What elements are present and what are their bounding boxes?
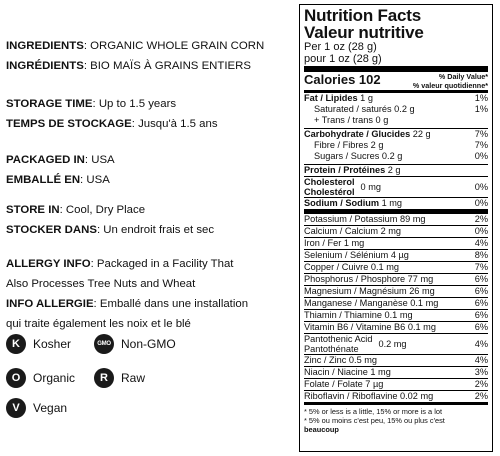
serving-size: Per 1 oz (28 g) (304, 41, 377, 53)
mineral-row (304, 298, 488, 309)
nutrition-facts-panel (299, 4, 493, 452)
footnote-fr-cont: beaucoup (304, 425, 339, 434)
calories-row (304, 72, 488, 90)
mineral-label: Niacin / Niacine 1 mg (304, 367, 391, 377)
raw-label: Raw (121, 371, 146, 385)
store-fr-value: : Un endroit frais et sec (96, 224, 215, 236)
sodium-amount: 1 mg (381, 198, 403, 208)
allergy-fr-label: INFO ALLERGIE (6, 298, 94, 310)
mineral-dv: 4% (474, 238, 488, 248)
kosher-label: Kosher (33, 337, 72, 351)
mineral-label: Iron / Fer 1 mg (304, 238, 365, 248)
pantothenic-row (304, 334, 488, 354)
mineral-dv: 6% (474, 286, 488, 296)
footnote-en: * 5% or less is a little, 15% or more is a lot (304, 407, 443, 416)
minerals-list (304, 214, 488, 402)
kosher-badge (6, 334, 71, 354)
fibre-row (304, 140, 488, 151)
pantothenic-label (304, 334, 372, 354)
pantothenic-amount: 0.2 mg (378, 338, 407, 349)
mineral-row (304, 286, 488, 297)
mineral-row (304, 238, 488, 249)
storage-fr-label: TEMPS DE STOCKAGE (6, 118, 132, 130)
ingredients-value: : ORGANIC WHOLE GRAIN CORN (83, 40, 265, 52)
carb-row (304, 129, 488, 140)
packaged-value: : USA (84, 154, 115, 166)
mineral-row (304, 274, 488, 285)
trans-label: + Trans / trans 0 g (314, 115, 389, 125)
allergy-block (6, 256, 248, 332)
mineral-label: Magnesium / Magnésium 26 mg (304, 286, 435, 296)
mineral-row (304, 355, 488, 366)
allergy-fr-value-cont: qui traite également les noix et le blé (6, 318, 191, 330)
mineral-label: Selenium / Sélénium 4 µg (304, 250, 409, 260)
mineral-label: Vitamin B6 / Vitamine B6 0.1 mg (304, 322, 436, 332)
mineral-row (304, 262, 488, 273)
mineral-label: Potassium / Potassium 89 mg (304, 214, 426, 224)
mineral-label: Folate / Folate 7 µg (304, 379, 384, 389)
vegan-label: Vegan (33, 401, 68, 415)
allergy-value-cont: Also Processes Tree Nuts and Wheat (6, 278, 196, 290)
fibre-label: Fibre / Fibres 2 g (314, 140, 384, 150)
mineral-label: Thiamin / Thiamine 0.1 mg (304, 310, 413, 320)
saturated-label: Saturated / saturés 0.2 g (314, 104, 415, 114)
mineral-dv: 6% (474, 310, 488, 320)
ingredients-fr-label: INGRÉDIENTS (6, 60, 84, 72)
packaged-label: PACKAGED IN (6, 154, 85, 166)
cholesterol-amount: 0 mg (360, 181, 381, 192)
calories: Calories 102 (304, 72, 381, 87)
cholesterol-label-en: Cholesterol (304, 177, 355, 187)
pantothenic-label-en: Pantothenic Acid (304, 334, 373, 344)
mineral-label: Riboflavin / Riboflavine 0.02 mg (304, 391, 434, 401)
mineral-dv: 2% (474, 391, 488, 401)
pantothenic-label-fr: Pantothénate (304, 344, 359, 354)
mineral-row (304, 310, 488, 321)
storage-value: : Up to 1.5 years (92, 98, 177, 110)
serving-size-fr: pour 1 oz (28 g) (304, 53, 382, 65)
carb-label: Carbohydrate / Glucides (304, 129, 411, 139)
protein-row (304, 165, 488, 176)
sodium-label: Sodium / Sodium (304, 198, 380, 208)
non-gmo-label: Non-GMO (121, 337, 176, 351)
pantothenic-dv: 4% (474, 338, 488, 349)
organic-label: Organic (33, 371, 76, 385)
fat-label: Fat / Lipides (304, 93, 358, 103)
mineral-label: Manganese / Manganèse 0.1 mg (304, 298, 439, 308)
kosher-icon: K (6, 334, 26, 354)
sodium-dv: 0% (474, 198, 488, 208)
allergy-label: ALLERGY INFO (6, 258, 91, 270)
raw-badge (94, 368, 145, 388)
carb-amount: 22 g (412, 129, 431, 139)
mineral-dv: 3% (474, 367, 488, 377)
nutrition-title: Nutrition Facts (304, 6, 421, 25)
mineral-dv: 4% (474, 355, 488, 365)
sugars-row (304, 151, 488, 162)
mineral-dv: 6% (474, 274, 488, 284)
mineral-dv: 2% (474, 214, 488, 224)
packaged-fr-label: EMBALLÉ EN (6, 174, 81, 186)
store-label: STORE IN (6, 204, 60, 216)
vegan-badge (6, 398, 67, 418)
saturated-row (304, 104, 488, 115)
footnote-fr: * 5% ou moins c'est peu, 15% ou plus c'est (304, 416, 445, 425)
sodium-row (304, 198, 488, 209)
fat-dv: 1% (474, 93, 488, 103)
mineral-row (304, 379, 488, 390)
mineral-row (304, 250, 488, 261)
fat-amount: 1 g (360, 93, 373, 103)
cholesterol-label (304, 177, 355, 197)
storage-block (6, 96, 218, 132)
mineral-dv: 7% (474, 262, 488, 272)
storage-fr-value: : Jusqu'à 1.5 ans (131, 118, 218, 130)
ingredients-block (6, 38, 264, 74)
ingredients-fr-value: : BIO MAÏS À GRAINS ENTIERS (83, 60, 251, 72)
mineral-label: Phosphorus / Phosphore 77 mg (304, 274, 434, 284)
mineral-label: Copper / Cuivre 0.1 mg (304, 262, 399, 272)
fat-row (304, 93, 488, 104)
sugars-label: Sugars / Sucres 0.2 g (314, 151, 403, 161)
storage-label: STORAGE TIME (6, 98, 93, 110)
cholesterol-dv: 0% (474, 181, 488, 192)
daily-value-header (413, 73, 488, 90)
fibre-dv: 7% (474, 140, 488, 150)
vegan-icon: V (6, 398, 26, 418)
daily-value-en: % Daily Value* (438, 72, 488, 81)
nutrition-title-fr: Valeur nutritive (304, 23, 424, 42)
mineral-dv: 0% (474, 226, 488, 236)
packaged-block (6, 152, 115, 188)
mineral-row (304, 367, 488, 378)
raw-icon: R (94, 368, 114, 388)
mineral-row (304, 226, 488, 237)
store-block (6, 202, 214, 238)
mineral-dv: 8% (474, 250, 488, 260)
mineral-dv: 6% (474, 322, 488, 332)
store-fr-label: STOCKER DANS (6, 224, 97, 236)
protein-amount: 2 g (387, 165, 401, 175)
cholesterol-row (304, 177, 488, 197)
trans-row (304, 115, 488, 126)
non-gmo-badge (94, 334, 176, 354)
mineral-row (304, 391, 488, 402)
non-gmo-icon: GMO (94, 334, 114, 354)
packaged-fr-value: : USA (80, 174, 110, 186)
protein-label: Protein / Protéines (304, 165, 386, 175)
mineral-row (304, 214, 488, 225)
store-value: : Cool, Dry Place (59, 204, 146, 216)
ingredients-label: INGREDIENTS (6, 40, 84, 52)
mineral-label: Zinc / Zinc 0.5 mg (304, 355, 378, 365)
sugars-dv: 0% (474, 151, 488, 161)
organic-badge (6, 368, 75, 388)
organic-icon: O (6, 368, 26, 388)
mineral-row (304, 322, 488, 333)
mineral-dv: 2% (474, 379, 488, 389)
mineral-label: Calcium / Calcium 2 mg (304, 226, 402, 236)
mineral-dv: 6% (474, 298, 488, 308)
footnote (304, 405, 488, 434)
cholesterol-label-fr: Cholestérol (304, 187, 355, 197)
daily-value-fr: % valeur quotidienne* (412, 80, 488, 90)
saturated-dv: 1% (474, 104, 488, 114)
allergy-fr-value: : Emballé dans une installation (93, 298, 249, 310)
allergy-value: : Packaged in a Facility That (90, 258, 234, 270)
carb-dv: 7% (474, 129, 488, 139)
